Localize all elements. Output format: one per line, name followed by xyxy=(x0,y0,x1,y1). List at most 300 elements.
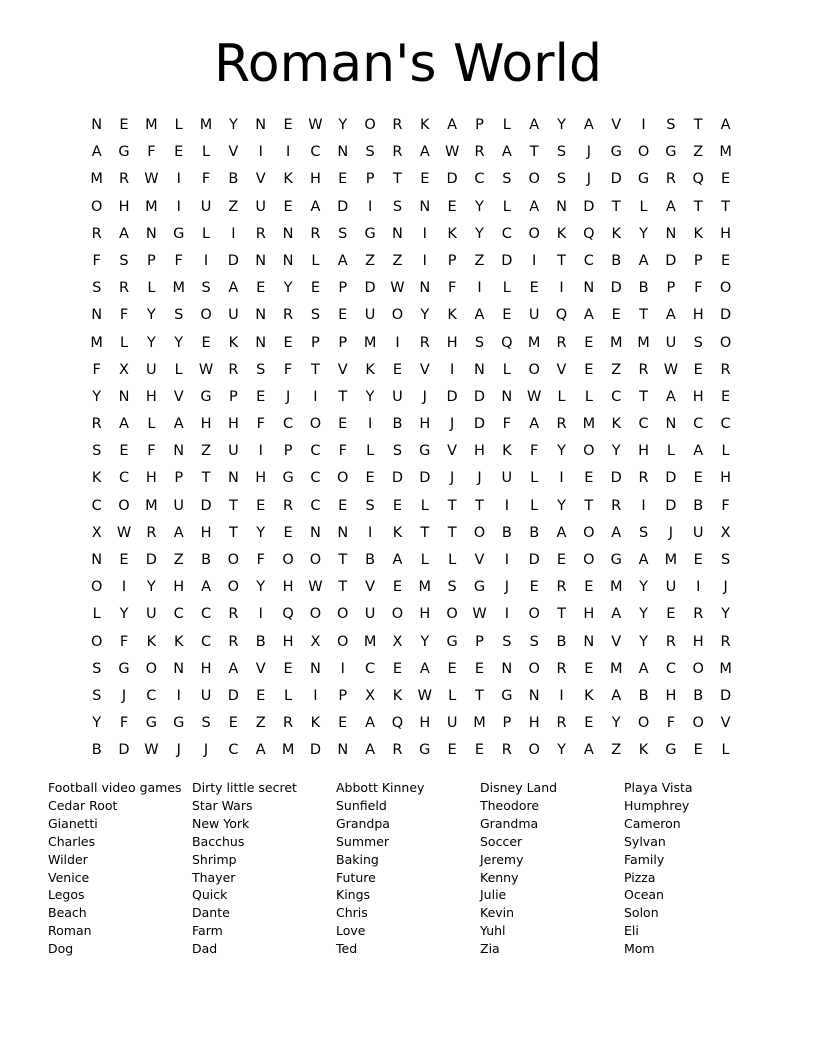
grid-letter: Y xyxy=(256,524,266,541)
grid-letter: E xyxy=(338,416,348,433)
grid-letter: A xyxy=(529,117,540,133)
grid-letter: S xyxy=(638,524,649,541)
grid-letter: T xyxy=(639,307,648,324)
grid-letter: R xyxy=(665,633,676,650)
grid-letter: R xyxy=(501,742,512,759)
grid-letter: U xyxy=(200,687,212,704)
grid-letter: T xyxy=(338,579,348,596)
grid-letter: T xyxy=(310,361,320,378)
grid-letter: D xyxy=(610,171,622,188)
grid-letter: U xyxy=(665,334,677,351)
grid-letter: T xyxy=(201,470,211,487)
word-list-item: Dog xyxy=(48,941,74,957)
grid-letter: E xyxy=(584,579,594,596)
grid-letter: F xyxy=(174,252,183,269)
word-list-item: Yuhl xyxy=(480,923,506,939)
grid-letter: D xyxy=(337,198,349,215)
grid-letter: F xyxy=(256,552,265,568)
grid-letter: N xyxy=(227,470,239,487)
grid-letter: M xyxy=(609,334,623,351)
word-list-item: Abbott Kinney xyxy=(336,780,425,795)
grid-letter: I xyxy=(203,252,209,269)
word-list-item: Football video games xyxy=(48,780,182,795)
grid-letter: N xyxy=(419,280,431,297)
grid-letter: U xyxy=(528,307,540,324)
word-list-item: Kings xyxy=(336,887,371,903)
grid-letter: E xyxy=(392,497,403,514)
word-list-item: Legos xyxy=(48,887,85,903)
grid-letter: T xyxy=(584,497,594,514)
grid-letter: X xyxy=(91,524,102,541)
grid-letter: D xyxy=(227,252,239,269)
grid-letter: M xyxy=(609,660,623,677)
grid-letter: P xyxy=(338,334,348,351)
grid-letter: T xyxy=(420,524,430,541)
grid-letter: D xyxy=(419,470,431,487)
grid-letter: O xyxy=(90,198,103,215)
grid-letter: D xyxy=(665,470,677,487)
grid-letter: J xyxy=(586,144,591,161)
grid-letter: Y xyxy=(365,388,375,405)
grid-letter: Q xyxy=(692,171,704,188)
grid-letter: R xyxy=(638,361,649,378)
grid-letter: C xyxy=(501,225,512,242)
grid-letter: Y xyxy=(557,742,566,759)
grid-letter: L xyxy=(147,416,156,433)
grid-letter: C xyxy=(200,606,212,623)
grid-letter: T xyxy=(557,252,566,269)
grid-letter: E xyxy=(529,280,539,297)
grid-letter: E xyxy=(474,742,485,759)
grid-letter: H xyxy=(419,416,431,433)
grid-letter: N xyxy=(419,198,431,215)
grid-letter: T xyxy=(639,388,648,405)
grid-letter: B xyxy=(392,416,403,433)
word-list-item: Pizza xyxy=(624,869,656,885)
grid-letter: R xyxy=(392,144,403,161)
grid-letter: A xyxy=(310,198,321,215)
grid-letter: H xyxy=(720,470,732,487)
word-list-item: Sunfield xyxy=(336,797,387,813)
grid-letter: W xyxy=(663,361,679,378)
grid-letter: N xyxy=(173,660,185,677)
grid-letter: T xyxy=(338,552,348,568)
grid-letter: D xyxy=(665,497,677,514)
grid-letter: S xyxy=(392,443,403,460)
grid-letter: O xyxy=(90,633,103,650)
grid-letter: A xyxy=(365,715,376,732)
grid-letter: U xyxy=(228,443,239,460)
grid-letter: U xyxy=(146,606,157,623)
grid-letter: L xyxy=(502,117,511,133)
grid-letter: C xyxy=(228,742,239,759)
grid-letter: A xyxy=(638,552,649,568)
grid-letter: N xyxy=(528,687,540,704)
grid-letter: I xyxy=(176,198,181,215)
grid-letter: O xyxy=(528,225,540,242)
grid-letter: F xyxy=(502,416,511,433)
grid-letter: D xyxy=(391,470,404,487)
word-list-item: Julie xyxy=(480,887,507,903)
grid-letter: I xyxy=(559,687,564,704)
grid-letter: O xyxy=(692,715,704,732)
grid-letter: N xyxy=(665,225,677,242)
grid-letter: K xyxy=(447,307,457,324)
grid-letter: Z xyxy=(255,715,266,732)
grid-letter: A xyxy=(419,660,430,677)
word-list-item: Kevin xyxy=(480,905,515,921)
grid-letter: F xyxy=(530,443,539,460)
grid-letter: E xyxy=(502,307,512,324)
grid-letter: A xyxy=(556,524,567,541)
grid-letter: A xyxy=(119,416,129,433)
grid-letter: E xyxy=(310,280,320,297)
grid-letter: N xyxy=(501,660,513,677)
grid-letter: S xyxy=(666,117,676,133)
grid-letter: N xyxy=(91,307,103,324)
grid-letter: P xyxy=(666,280,676,297)
grid-letter: H xyxy=(692,633,704,650)
grid-letter: I xyxy=(559,280,564,297)
grid-letter: S xyxy=(310,307,321,324)
grid-letter: K xyxy=(392,687,403,704)
grid-letter: V xyxy=(173,388,184,405)
word-list-column xyxy=(48,779,192,958)
grid-letter: T xyxy=(475,497,484,514)
grid-letter: G xyxy=(173,225,185,242)
grid-letter: N xyxy=(255,252,267,269)
grid-letter: M xyxy=(719,144,732,161)
grid-letter: L xyxy=(448,552,457,568)
grid-letter: S xyxy=(92,660,102,677)
grid-letter: I xyxy=(422,252,427,269)
grid-letter: I xyxy=(477,280,482,297)
grid-letter: A xyxy=(365,742,376,759)
grid-letter: D xyxy=(200,497,212,514)
grid-letter: H xyxy=(118,198,130,215)
grid-letter: Y xyxy=(420,633,430,650)
grid-letter: J xyxy=(723,579,728,596)
grid-letter: K xyxy=(638,742,649,759)
grid-letter: L xyxy=(202,225,211,242)
grid-letter: Y xyxy=(639,633,648,650)
grid-letter: P xyxy=(229,388,238,405)
word-list-item: Dante xyxy=(192,905,230,921)
grid-letter: A xyxy=(665,388,676,405)
grid-letter: N xyxy=(392,225,403,242)
grid-letter: P xyxy=(475,633,484,650)
grid-letter: K xyxy=(502,443,512,460)
grid-letter: E xyxy=(256,497,266,514)
grid-letter: O xyxy=(200,307,212,324)
grid-letter: K xyxy=(611,225,621,242)
grid-letter: D xyxy=(583,198,595,215)
grid-letter: R xyxy=(310,225,321,242)
word-list xyxy=(48,779,768,958)
grid-letter: V xyxy=(720,715,731,732)
grid-letter: K xyxy=(556,225,567,242)
grid-letter: R xyxy=(283,307,294,324)
grid-letter: R xyxy=(638,470,649,487)
grid-letter: R xyxy=(91,225,102,242)
grid-letter: T xyxy=(721,198,730,215)
grid-letter: I xyxy=(532,252,537,269)
grid-letter: K xyxy=(283,171,293,188)
grid-letter: I xyxy=(504,497,509,514)
grid-letter: N xyxy=(255,117,267,133)
grid-letter: G xyxy=(637,171,650,188)
word-list-item: Star Wars xyxy=(192,797,253,813)
grid-letter: H xyxy=(638,443,649,460)
grid-letter: A xyxy=(419,144,430,161)
grid-letter: G xyxy=(446,633,458,650)
grid-letter: B xyxy=(638,687,649,704)
grid-letter: E xyxy=(338,171,348,188)
grid-letter: U xyxy=(364,307,376,324)
grid-letter: S xyxy=(92,280,102,297)
word-list-item: Dirty little secret xyxy=(192,780,297,795)
grid-letter: L xyxy=(202,144,211,161)
grid-letter: H xyxy=(200,416,212,433)
grid-letter: D xyxy=(446,171,458,188)
grid-letter: H xyxy=(200,660,212,677)
grid-letter: M xyxy=(363,633,377,650)
grid-letter: J xyxy=(285,388,291,405)
grid-letter: O xyxy=(364,117,376,133)
grid-letter: Q xyxy=(282,606,294,623)
grid-letter: E xyxy=(392,579,403,596)
grid-letter: E xyxy=(338,715,348,732)
grid-letter: Y xyxy=(721,606,730,623)
grid-letter: W xyxy=(308,579,323,596)
grid-letter: L xyxy=(666,443,675,460)
grid-letter: Z xyxy=(228,198,239,215)
grid-letter: V xyxy=(255,660,266,677)
grid-letter: I xyxy=(641,497,646,514)
word-list-column xyxy=(624,779,768,958)
word-list-item: Zia xyxy=(480,941,500,957)
grid-letter: U xyxy=(665,579,677,596)
grid-letter: C xyxy=(173,606,184,623)
grid-letter: R xyxy=(283,497,294,514)
grid-letter: L xyxy=(420,552,429,568)
grid-letter: L xyxy=(174,117,183,133)
grid-letter: E xyxy=(584,361,594,378)
grid-letter: G xyxy=(665,144,677,161)
grid-letter: C xyxy=(474,171,485,188)
grid-letter: E xyxy=(556,552,567,568)
grid-letter: C xyxy=(310,144,321,161)
grid-letter: H xyxy=(282,633,294,650)
grid-letter: Q xyxy=(555,307,568,324)
grid-letter: O xyxy=(337,633,349,650)
grid-letter: R xyxy=(91,416,102,433)
grid-letter: T xyxy=(393,171,402,188)
grid-letter: W xyxy=(308,117,323,133)
grid-letter: V xyxy=(556,361,567,378)
grid-letter: M xyxy=(172,280,185,297)
grid-letter: B xyxy=(255,633,266,650)
grid-letter: I xyxy=(696,579,701,596)
grid-letter: I xyxy=(285,144,291,161)
grid-letter: O xyxy=(528,171,540,188)
grid-letter: M xyxy=(418,579,432,596)
grid-letter: O xyxy=(528,606,540,623)
grid-letter: B xyxy=(228,171,239,188)
grid-letter: C xyxy=(583,252,594,269)
grid-letter: I xyxy=(258,144,263,161)
grid-letter: F xyxy=(92,252,101,269)
grid-letter: E xyxy=(611,307,621,324)
grid-letter: D xyxy=(473,416,486,433)
grid-letter: J xyxy=(450,416,455,433)
grid-letter: S xyxy=(529,633,539,650)
grid-letter: L xyxy=(584,388,593,405)
grid-letter: X xyxy=(365,687,376,704)
grid-letter: H xyxy=(720,225,732,242)
word-list-item: Wilder xyxy=(48,851,88,867)
grid-letter: J xyxy=(668,524,674,541)
grid-letter: R xyxy=(255,225,266,242)
grid-letter: N xyxy=(665,416,677,433)
grid-letter: I xyxy=(450,361,455,378)
grid-letter: M xyxy=(719,660,732,677)
grid-letter: K xyxy=(365,361,375,378)
grid-letter: U xyxy=(692,524,704,541)
word-list-item: Cameron xyxy=(624,815,681,831)
grid-letter: J xyxy=(176,742,181,759)
grid-letter: I xyxy=(504,552,509,568)
grid-letter: H xyxy=(309,171,321,188)
word-list-item: Beach xyxy=(48,905,87,921)
grid-letter: E xyxy=(283,198,293,215)
grid-letter: F xyxy=(283,361,293,378)
grid-letter: Q xyxy=(501,334,513,351)
word-list-item: Cedar Root xyxy=(48,797,118,813)
grid-letter: E xyxy=(338,497,348,514)
grid-letter: R xyxy=(556,579,567,596)
grid-letter: O xyxy=(309,552,322,568)
word-list-item: New York xyxy=(192,815,250,831)
grid-letter: B xyxy=(529,524,540,541)
grid-letter: M xyxy=(637,334,650,351)
grid-letter: Y xyxy=(611,443,621,460)
grid-letter: E xyxy=(201,334,211,351)
grid-letter: Y xyxy=(557,443,566,460)
grid-letter: A xyxy=(611,606,622,623)
grid-letter: C xyxy=(118,470,130,487)
grid-letter: I xyxy=(121,579,127,596)
grid-letter: Y xyxy=(420,307,430,324)
grid-letter: E xyxy=(119,117,129,133)
grid-letter: K xyxy=(310,715,321,732)
grid-letter: O xyxy=(719,334,732,351)
grid-letter: S xyxy=(201,280,211,297)
grid-letter: P xyxy=(311,334,320,351)
grid-letter: O xyxy=(583,524,595,541)
grid-letter: J xyxy=(203,742,209,759)
grid-letter: Y xyxy=(119,606,129,623)
word-list-item: Disney Land xyxy=(480,780,558,795)
grid-letter: E xyxy=(119,552,129,568)
grid-letter: Y xyxy=(92,388,102,405)
grid-letter: I xyxy=(231,225,236,242)
grid-letter: R xyxy=(556,715,567,732)
grid-letter: B xyxy=(693,497,704,514)
grid-letter: S xyxy=(447,579,457,596)
grid-letter: R xyxy=(228,361,239,378)
grid-letter: D xyxy=(145,552,157,568)
grid-letter: O xyxy=(637,715,650,732)
grid-letter: J xyxy=(450,470,455,487)
grid-letter: I xyxy=(313,687,318,704)
grid-letter: F xyxy=(92,361,101,378)
word-list-item: Shrimp xyxy=(192,851,237,867)
grid-letter: E xyxy=(666,606,676,623)
grid-letter: S xyxy=(119,252,129,269)
grid-letter: S xyxy=(92,687,102,704)
grid-letter: R xyxy=(419,334,430,351)
grid-letter: U xyxy=(446,715,458,732)
grid-letter: C xyxy=(720,416,731,433)
grid-letter: E xyxy=(256,388,266,405)
grid-letter: A xyxy=(392,552,403,568)
word-list-item: Ocean xyxy=(624,887,664,903)
grid-letter: O xyxy=(309,606,322,623)
grid-letter: F xyxy=(119,633,129,650)
grid-letter: T xyxy=(475,687,484,704)
grid-letter: A xyxy=(665,198,676,215)
grid-letter: S xyxy=(720,552,731,568)
grid-letter: D xyxy=(473,388,486,405)
grid-letter: L xyxy=(502,280,511,297)
grid-letter: J xyxy=(121,687,127,704)
word-list-item: Humphrey xyxy=(624,797,690,813)
grid-letter: C xyxy=(365,660,376,677)
grid-letter: V xyxy=(228,144,239,161)
grid-letter: W xyxy=(472,606,487,623)
grid-letter: A xyxy=(611,524,622,541)
grid-letter: M xyxy=(664,552,678,568)
grid-letter: Y xyxy=(557,117,566,133)
grid-letter: M xyxy=(473,715,486,732)
grid-letter: A xyxy=(91,144,102,161)
word-list-item: Soccer xyxy=(480,833,523,849)
grid-letter: Y xyxy=(92,715,102,732)
grid-letter: O xyxy=(719,280,732,297)
grid-letter: E xyxy=(447,742,457,759)
grid-letter: T xyxy=(557,606,566,623)
grid-letter: G xyxy=(610,552,622,568)
grid-letter: X xyxy=(392,633,403,650)
grid-letter: M xyxy=(582,416,596,433)
word-list-item: Gianetti xyxy=(48,815,98,831)
grid-letter: F xyxy=(256,416,265,433)
grid-letter: O xyxy=(391,606,404,623)
grid-letter: L xyxy=(147,280,156,297)
grid-letter: O xyxy=(473,524,486,541)
grid-letter: M xyxy=(145,198,158,215)
grid-letter: D xyxy=(719,687,732,704)
grid-letter: Y xyxy=(639,606,648,623)
grid-letter: C xyxy=(310,497,321,514)
grid-letter: Y xyxy=(639,225,648,242)
grid-letter: N xyxy=(556,198,567,215)
grid-letter: G xyxy=(665,742,677,759)
grid-letter: N xyxy=(282,252,294,269)
grid-letter: I xyxy=(367,416,373,433)
grid-letter: E xyxy=(584,334,594,351)
